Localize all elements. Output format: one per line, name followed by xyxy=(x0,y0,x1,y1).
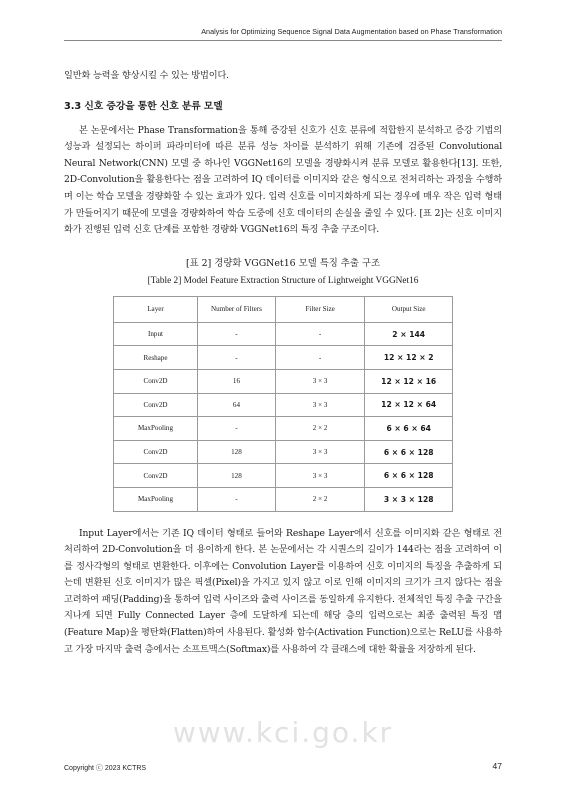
cell-layer: MaxPooling xyxy=(114,487,198,511)
cell-layer: MaxPooling xyxy=(114,417,198,441)
cell-filter-size: 3 × 3 xyxy=(275,440,364,464)
cell-output-size: 12 × 12 × 16 xyxy=(365,369,453,393)
cell-layer: Input xyxy=(114,322,198,346)
cell-filter-size: 3 × 3 xyxy=(275,464,364,488)
table-row xyxy=(114,369,453,393)
cell-layer: Reshape xyxy=(114,346,198,370)
watermark: www.kci.go.kr xyxy=(172,716,394,749)
page-number: 47 xyxy=(492,761,502,771)
table-row xyxy=(114,417,453,441)
table-caption-korean: [표 2] 경량화 VGGNet16 모델 특징 추출 구조 xyxy=(185,257,380,269)
cell-filters: - xyxy=(198,417,276,441)
table-row xyxy=(114,440,453,464)
table-row xyxy=(114,464,453,488)
cell-output-size: 12 × 12 × 64 xyxy=(365,393,453,417)
section-heading: 3.3 신호 증강을 통한 신호 분류 모델 xyxy=(64,100,223,112)
cell-layer: Conv2D xyxy=(114,464,198,488)
cell-filters: 128 xyxy=(198,464,276,488)
cell-filters: 64 xyxy=(198,393,276,417)
paragraph-2: Input Layer에서는 기존 IQ 데이터 형태로 들어와 Reshape Layer에서 신호를 이미지화 같은 형태로 전처리하여 2D-Convolution을 더 용이하게 한다. 본 논문에서는 각 시퀀스의 길이가 144라는 점을 고려하여 이를 정사각형의 형태로 변환한다. 이후에는 Convolution Layer를 이용하여 신호 이미지의 특징을 추출하게 되는데 변환된 신호 이미지가 많은 픽셀(Pixel)을 가지고 있지 않고 이로 인해 이미지의 크기가 크지 않다는 점을 고려하여 패딩(Padding)을 통하여 입력 사이즈와 출력 사이즈를 동일하게 유지한다. 전체적인 특징 추출 구간을 지나게 되면 Fully Connected Layer 층에 도달하게 되는데 해당 층의 입력으로는 최종 출력된 특징 맵(Feature Map)을 평탄화(Flatten)하여 사용된다. 활성화 함수(Activation Function)으로는 ReLU를 사용하고 가장 마지막 출력 층에서는 소프트맥스(Softmax)를 사용하여 각 클래스에 대한 확률을 저장하게 된다. xyxy=(64,527,502,655)
cell-output-size: 6 × 6 × 128 xyxy=(365,440,453,464)
running-header: Analysis for Optimizing Sequence Signal Data Augmentation based on Phase Transformation xyxy=(201,27,502,36)
footer-copyright: Copyright ⓒ 2023 KCTRS xyxy=(64,765,147,772)
cell-filters: 128 xyxy=(198,440,276,464)
cell-filter-size: 3 × 3 xyxy=(275,393,364,417)
cell-filter-size: 2 × 2 xyxy=(275,487,364,511)
cell-output-size: 12 × 12 × 2 xyxy=(365,346,453,370)
table-row xyxy=(114,487,453,511)
cell-filter-size: - xyxy=(275,322,364,346)
intro-line: 일반화 능력을 향상시킬 수 있는 방법이다. xyxy=(64,70,229,81)
table-header-row xyxy=(114,296,453,322)
feature-extraction-table xyxy=(113,296,453,512)
paragraph-1: 본 논문에서는 Phase Transformation을 통해 증강된 신호가 신호 분류에 적합한지 분석하고 증강 기법의 성능과 설정되는 하이퍼 파라미터에 따른 분류 성능 차이를 분석하기 위해 기존에 검증된 Convolutional Neural Network(CNN) 모델 중 하나인 VGGNet16의 모델을 경량화시켜 분류 모델로 활용한다[13]. 또한, 2D-Convolution을 활용한다는 점을 고려하여 IQ 데이터를 이미지와 같은 형식으로 전처리하는 과정을 수행하며 이는 학습 모델을 경량화할 수 있는 효과가 있다. 입력 신호를 이미지화하게 되는 경우에 매우 작은 입력 형태가 만들어지기 때문에 모델을 경량화하여 학습 도중에 신호 데이터의 손실을 줄일 수 있다. [표 2]는 신호 이미지화가 진행된 입력 신호 단계를 포함한 경량화 VGGNet16의 특징 추출 구조이다. xyxy=(64,124,502,236)
cell-output-size: 6 × 6 × 64 xyxy=(365,417,453,441)
header-output-size: Output Size xyxy=(365,296,453,322)
cell-filters: - xyxy=(198,487,276,511)
page-body xyxy=(64,68,502,658)
cell-layer: Conv2D xyxy=(114,369,198,393)
table-caption-english: [Table 2] Model Feature Extraction Structure of Lightweight VGGNet16 xyxy=(147,275,419,286)
table-row xyxy=(114,322,453,346)
cell-layer: Conv2D xyxy=(114,393,198,417)
cell-output-size: 2 × 144 xyxy=(365,322,453,346)
cell-filters: - xyxy=(198,322,276,346)
cell-filter-size: - xyxy=(275,346,364,370)
cell-output-size: 3 × 3 × 128 xyxy=(365,487,453,511)
cell-filter-size: 3 × 3 xyxy=(275,369,364,393)
header-divider xyxy=(64,40,502,41)
header-filter-size: Filter Size xyxy=(275,296,364,322)
cell-output-size: 6 × 6 × 128 xyxy=(365,464,453,488)
table-row xyxy=(114,393,453,417)
table-row xyxy=(114,346,453,370)
header-number-of-filters: Number of Filters xyxy=(198,296,276,322)
cell-filters: 16 xyxy=(198,369,276,393)
header-layer: Layer xyxy=(114,296,198,322)
cell-filters: - xyxy=(198,346,276,370)
cell-filter-size: 2 × 2 xyxy=(275,417,364,441)
cell-layer: Conv2D xyxy=(114,440,198,464)
